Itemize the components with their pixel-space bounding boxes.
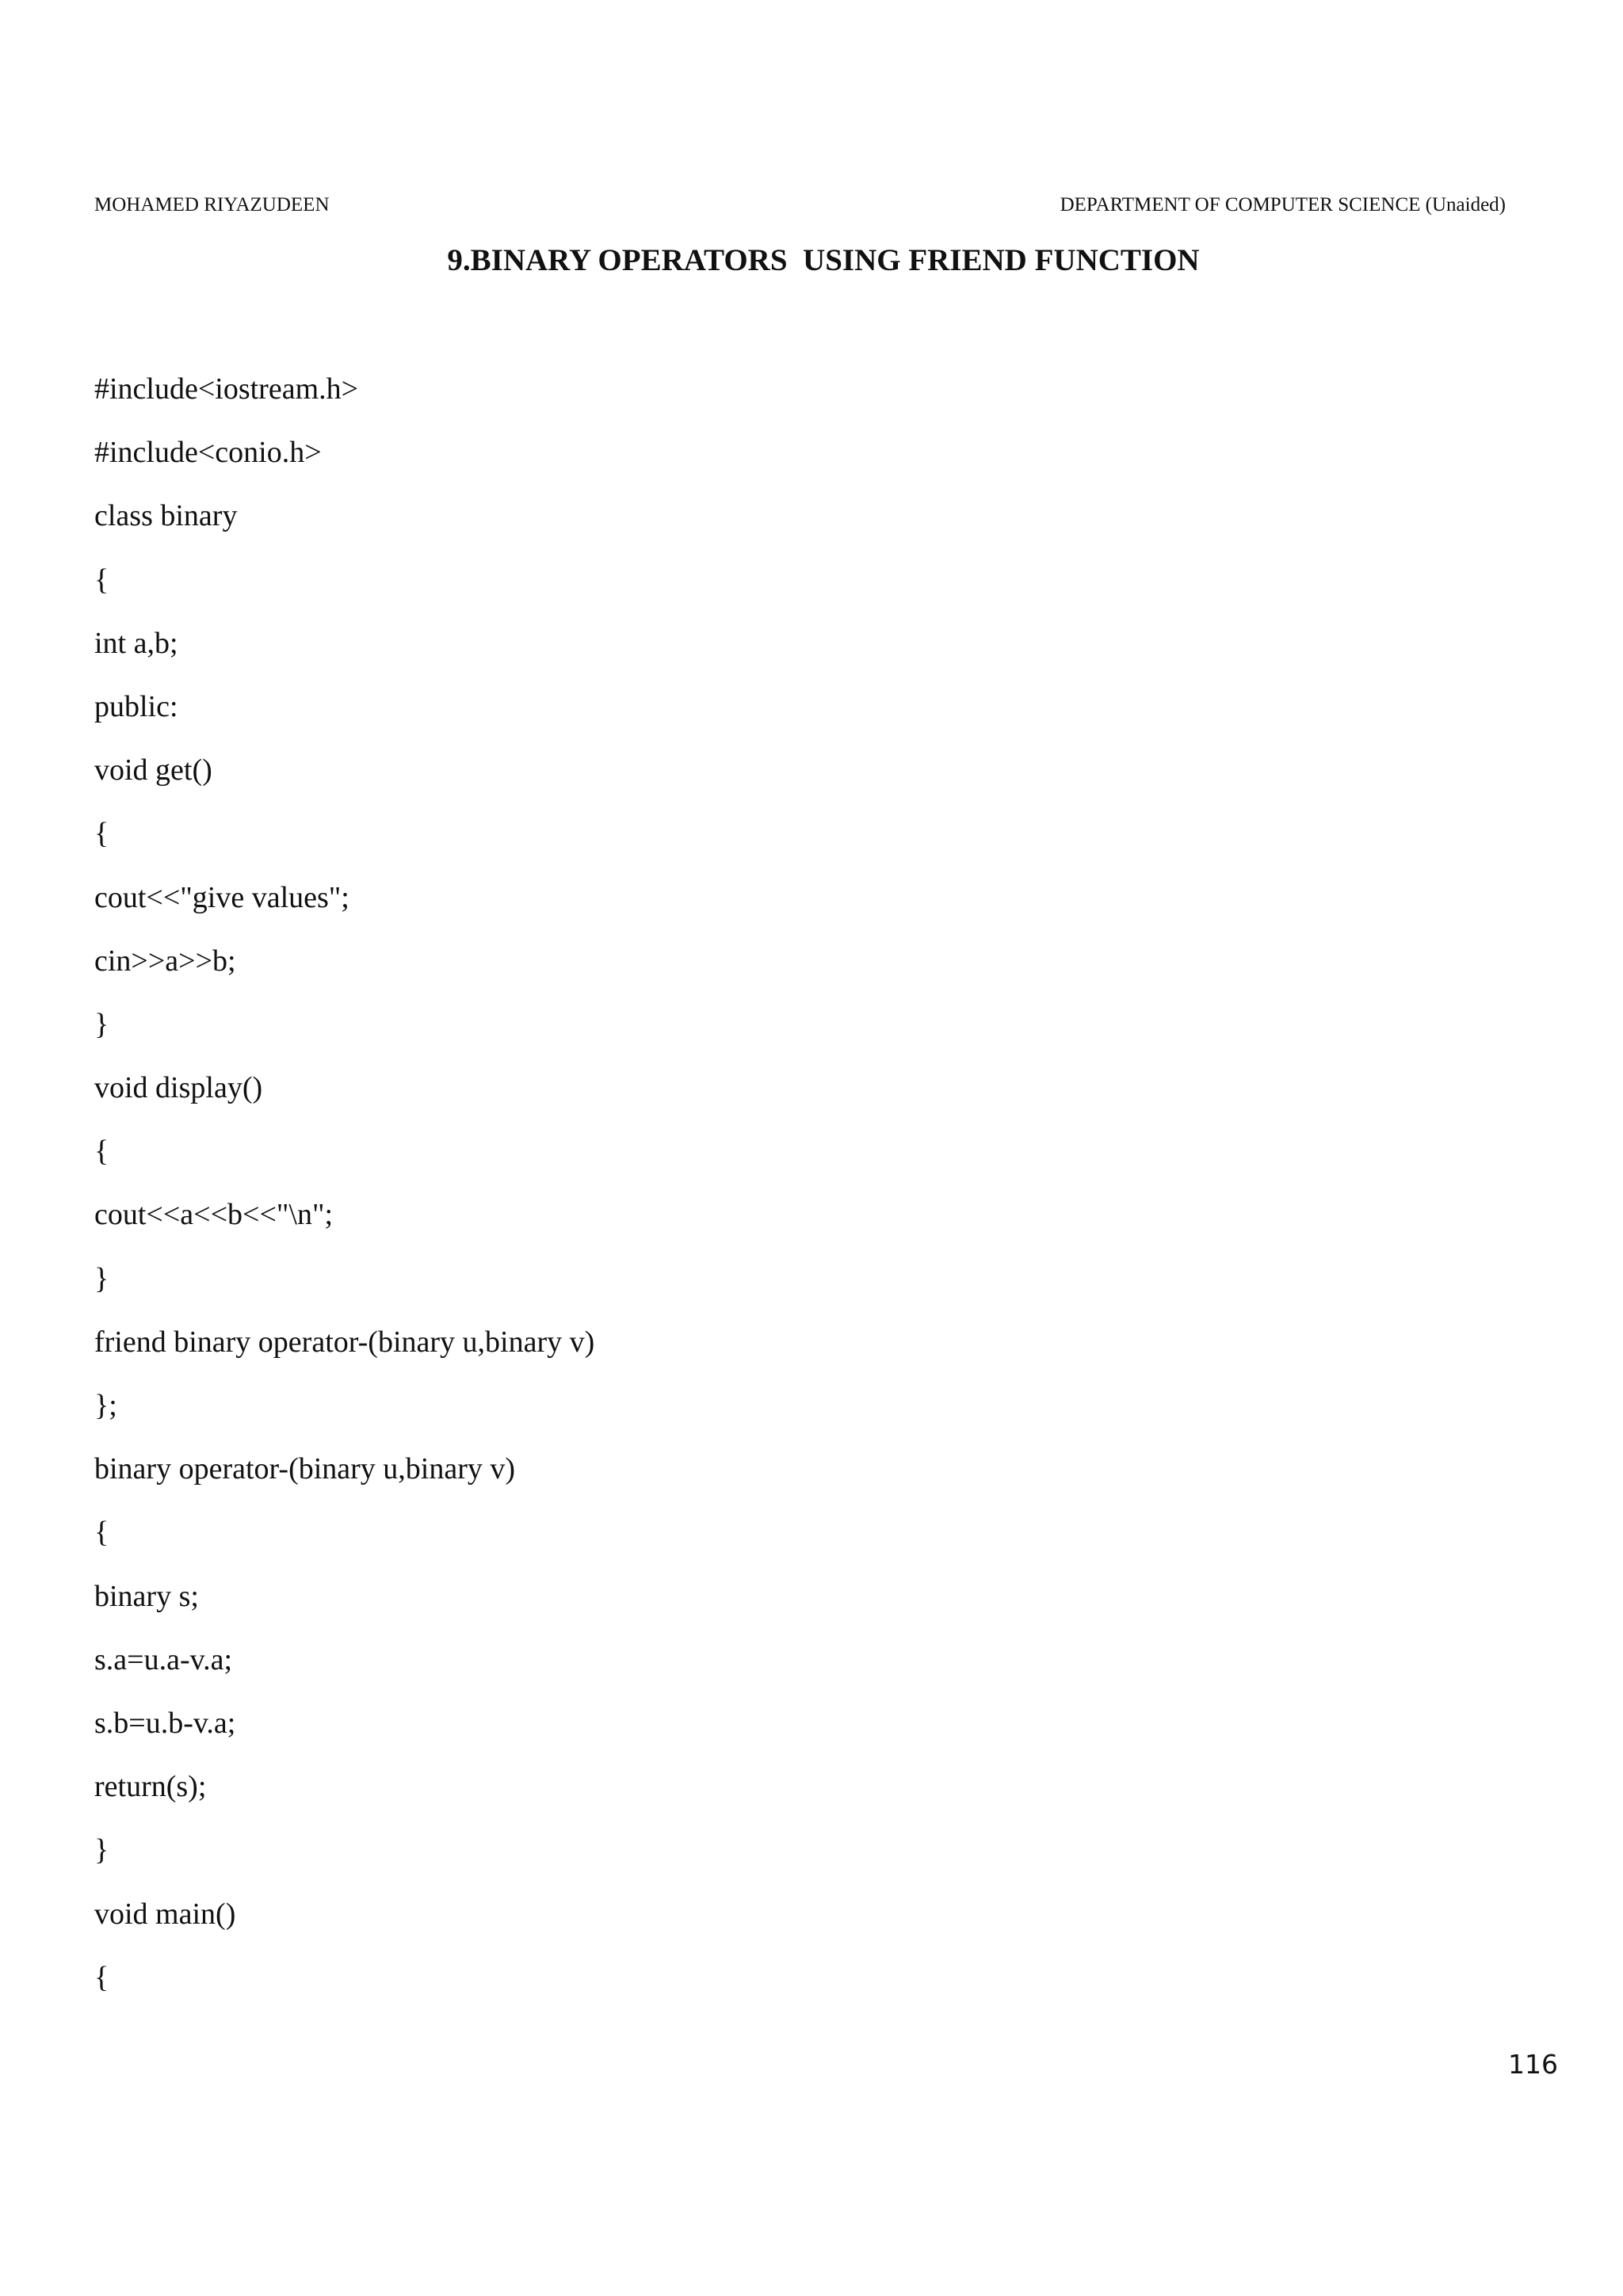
- code-line: int a,b;: [94, 626, 178, 660]
- code-line: };: [94, 1389, 117, 1422]
- code-line: class binary: [94, 499, 238, 533]
- code-line: s.b=u.b-v.a;: [94, 1706, 236, 1740]
- code-line: }: [94, 1833, 109, 1867]
- code-line: s.a=u.a-v.a;: [94, 1642, 233, 1676]
- header-department: DEPARTMENT OF COMPUTER SCIENCE (Unaided): [1060, 194, 1506, 215]
- page-title: 9.BINARY OPERATORS USING FRIEND FUNCTION: [447, 243, 1200, 277]
- code-line: {: [94, 1135, 109, 1169]
- code-line: binary s;: [94, 1579, 199, 1613]
- code-line: {: [94, 817, 109, 851]
- code-line: {: [94, 1960, 109, 1994]
- code-line: #include<conio.h>: [94, 436, 322, 470]
- code-line: #include<iostream.h>: [94, 372, 359, 406]
- code-line: cout<<"give values";: [94, 880, 349, 914]
- code-line: return(s);: [94, 1770, 207, 1804]
- page-number: 116: [1508, 2049, 1558, 2080]
- code-line: friend binary operator-(binary u,binary v): [94, 1325, 595, 1359]
- code-line: binary operator-(binary u,binary v): [94, 1452, 516, 1486]
- code-line: void get(): [94, 753, 212, 788]
- code-line: {: [94, 1516, 109, 1550]
- code-line: }: [94, 1261, 109, 1295]
- code-line: void main(): [94, 1897, 236, 1931]
- code-line: void display(): [94, 1071, 263, 1105]
- code-line: {: [94, 563, 109, 597]
- code-line: cin>>a>>b;: [94, 944, 236, 978]
- code-line: cout<<a<<b<<"\n";: [94, 1198, 334, 1232]
- code-line: }: [94, 1007, 109, 1041]
- code-line: public:: [94, 689, 178, 723]
- code-listing: [94, 369, 594, 2021]
- header-author: MOHAMED RIYAZUDEEN: [94, 194, 330, 215]
